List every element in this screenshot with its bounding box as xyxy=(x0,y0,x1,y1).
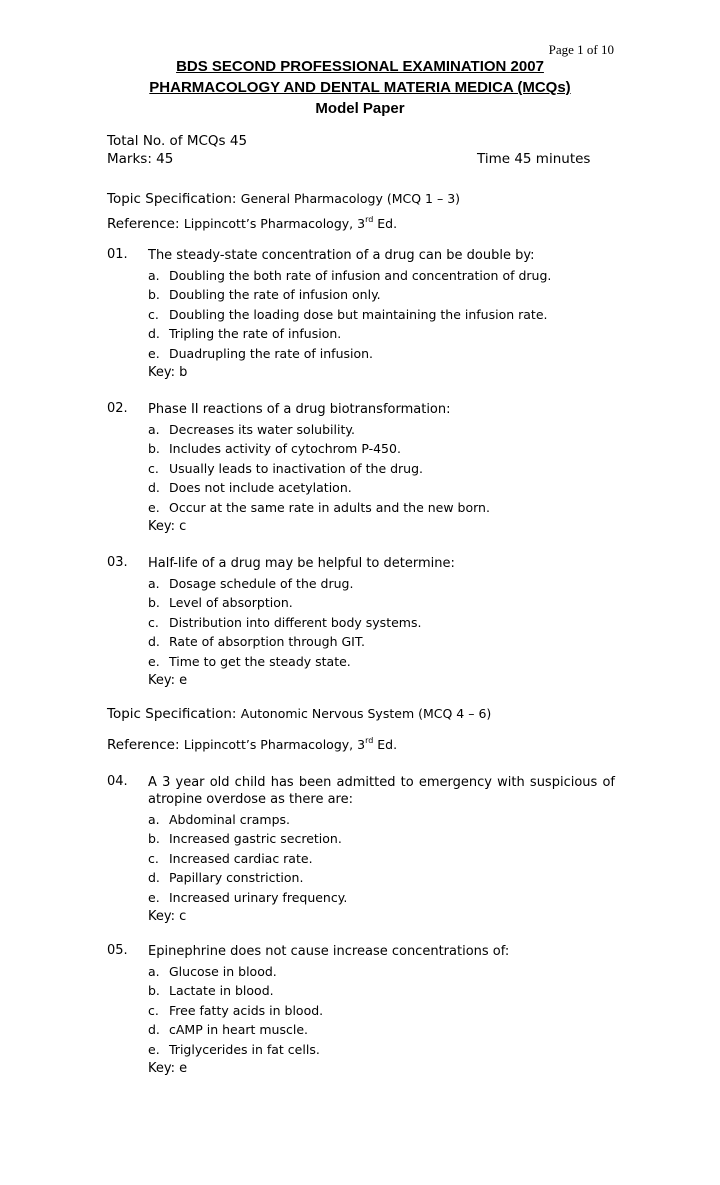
option-item: b. Doubling the rate of infusion only. xyxy=(148,287,381,303)
marks: Marks: 45 xyxy=(107,151,174,167)
question xyxy=(107,555,615,691)
time-allowed: Time 45 minutes xyxy=(477,151,591,167)
option-item: e. Triglycerides in fat cells. xyxy=(148,1041,320,1057)
reference-label: Reference: xyxy=(107,216,180,232)
option-item: a. Glucose in blood. xyxy=(148,964,277,979)
question xyxy=(107,247,615,383)
answer-key: Key: e xyxy=(148,672,188,688)
answer-key: Key: c xyxy=(148,518,187,534)
reference-value: Lippincott’s Pharmacology, 3rd Ed. xyxy=(183,215,398,231)
reference xyxy=(107,215,397,232)
option-item: a. Decreases its water solubility. xyxy=(148,422,355,437)
topic-label: Topic Specification: xyxy=(107,191,237,207)
option-item: b. Includes activity of cytochrom P-450. xyxy=(148,441,401,457)
option-item: c. Usually leads to inactivation of the drug. xyxy=(148,460,424,476)
option-list xyxy=(148,574,615,671)
reference-label: Reference: xyxy=(107,737,180,753)
option-item: c. Distribution into different body systems. xyxy=(148,614,422,630)
answer-key: Key: e xyxy=(148,1060,188,1076)
exam-title: BDS SECOND PROFESSIONAL EXAMINATION 2007 xyxy=(176,58,544,75)
answer-key: Key: c xyxy=(148,908,187,924)
option-item: c. Increased cardiac rate. xyxy=(148,850,313,866)
question-text: The steady-state concentration of a drug can be double by: xyxy=(148,248,535,263)
option-list xyxy=(148,962,615,1059)
option-item: d. Tripling the rate of infusion. xyxy=(148,326,342,342)
option-item: e. Occur at the same rate in adults and the new born. xyxy=(148,499,490,515)
question-text: Half-life of a drug may be helpful to determine: xyxy=(148,556,455,571)
topic-specification xyxy=(107,706,491,722)
paper-type: Model Paper xyxy=(315,100,405,117)
question-number: 01. xyxy=(107,247,128,262)
option-item: e. Increased urinary frequency. xyxy=(148,889,348,905)
page-number: Page 1 of 10 xyxy=(548,42,614,57)
topic-label: Topic Specification: xyxy=(107,706,237,722)
option-list xyxy=(148,420,615,517)
option-item: b. Level of absorption. xyxy=(148,595,293,611)
question xyxy=(107,401,615,537)
option-item: a. Abdominal cramps. xyxy=(148,812,291,827)
subject-title: PHARMACOLOGY AND DENTAL MATERIA MEDICA (MCQs) xyxy=(149,79,571,96)
option-item: d. cAMP in heart muscle. xyxy=(148,1022,308,1038)
reference xyxy=(107,736,397,753)
total-mcqs: Total No. of MCQs 45 xyxy=(107,133,248,149)
option-list xyxy=(148,266,615,363)
question xyxy=(107,774,615,927)
reference-value: Lippincott’s Pharmacology, 3rd Ed. xyxy=(183,736,398,752)
option-item: c. Free fatty acids in blood. xyxy=(148,1002,324,1018)
option-list xyxy=(148,810,615,907)
question-number: 04. xyxy=(107,774,128,789)
option-item: b. Lactate in blood. xyxy=(148,983,274,999)
option-item: a. Doubling the both rate of infusion and concentration of drug. xyxy=(148,268,552,283)
question-text: Epinephrine does not cause increase concentrations of: xyxy=(148,944,510,959)
option-item: d. Rate of absorption through GIT. xyxy=(148,634,365,650)
option-item: d. Does not include acetylation. xyxy=(148,480,352,496)
option-item: c. Doubling the loading dose but maintaining the infusion rate. xyxy=(148,306,548,322)
question-text: Phase II reactions of a drug biotransformation: xyxy=(148,402,451,417)
answer-key: Key: b xyxy=(148,364,188,380)
question-text: A 3 year old child has been admitted to emergency with suspicious of atropine overdose as there are: xyxy=(148,775,615,807)
topic-specification xyxy=(107,191,460,207)
option-item: a. Dosage schedule of the drug. xyxy=(148,576,354,591)
question-number: 03. xyxy=(107,555,128,570)
question-number: 02. xyxy=(107,401,128,416)
topic-value: General Pharmacology (MCQ 1 – 3) xyxy=(240,191,461,206)
question-number: 05. xyxy=(107,943,128,958)
question xyxy=(107,943,615,1079)
option-item: b. Increased gastric secretion. xyxy=(148,831,342,847)
option-item: e. Duadrupling the rate of infusion. xyxy=(148,345,374,361)
option-item: d. Papillary constriction. xyxy=(148,870,304,886)
option-item: e. Time to get the steady state. xyxy=(148,653,351,669)
topic-value: Autonomic Nervous System (MCQ 4 – 6) xyxy=(240,706,492,721)
